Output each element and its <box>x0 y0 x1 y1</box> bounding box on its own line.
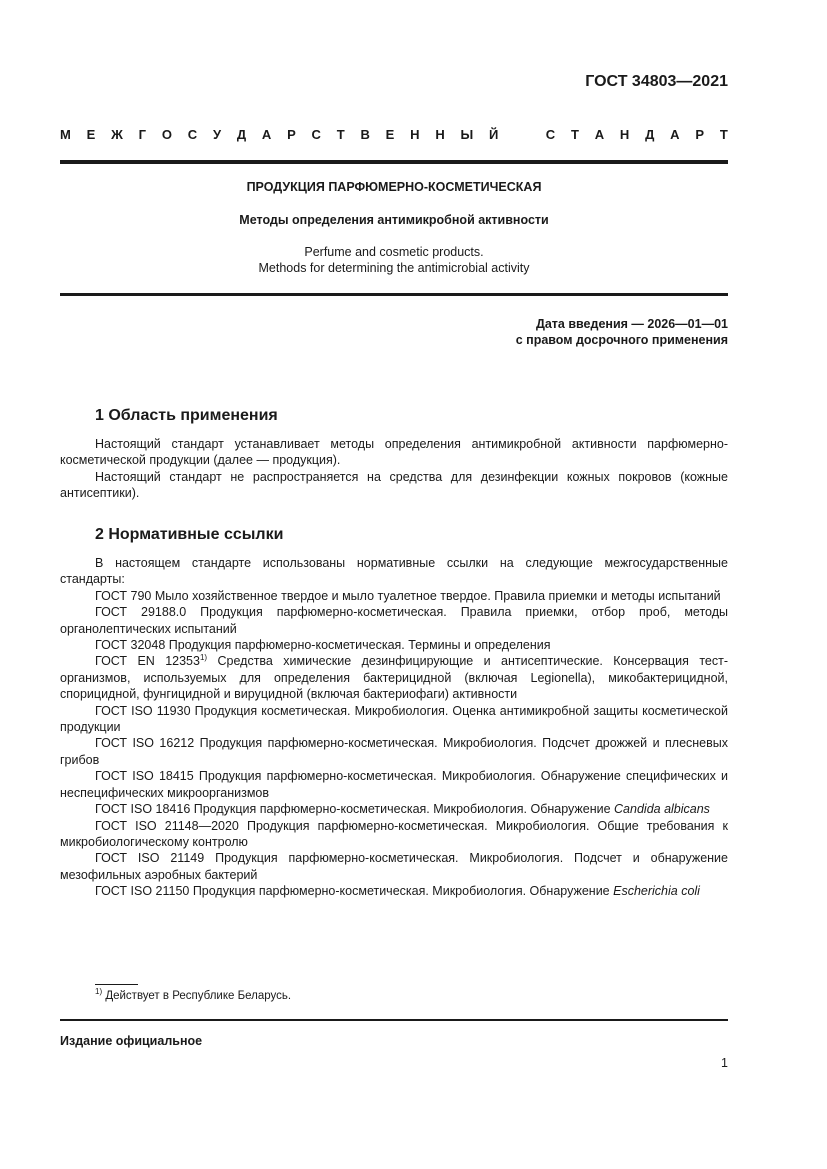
reference-item: ГОСТ 790 Мыло хозяйственное твердое и мыло туалетное твердое. Правила приемки и методы испытаний <box>95 588 721 603</box>
banner-letter: Н <box>410 127 420 142</box>
banner-letter: С <box>545 127 556 142</box>
reference-item: ГОСТ 29188.0 Продукция парфюмерно-косметическая. Правила приемки, отбор проб, методы органолептических испытаний <box>60 605 728 636</box>
banner-letter: С <box>311 127 321 142</box>
banner-letter: В <box>360 127 370 142</box>
banner-letter: А <box>670 127 680 142</box>
paragraph: Настоящий стандарт устанавливает методы определения антимикробной активности парфюмерно-косметической продукции (далее — продукция). <box>60 437 728 468</box>
reference-italic: Candida albicans <box>614 802 710 817</box>
section-heading-scope: 1 Область применения <box>95 407 278 424</box>
reference-item: ГОСТ ISO 11930 Продукция косметическая. Микробиология. Оценка антимикробной защиты косметической продукции <box>60 703 728 735</box>
reference-item: ГОСТ ISO 18415 Продукция парфюмерно-косметическая. Микробиология. Обнаружение специфических и неспецифических микроорганизмов <box>60 769 728 800</box>
reference-item <box>60 883 728 899</box>
title-english <box>60 244 728 276</box>
footnote <box>95 987 292 1002</box>
reference-code: ГОСТ EN 12353 <box>95 654 200 669</box>
reference-item <box>60 653 728 702</box>
reference-item: ГОСТ 32048 Продукция парфюмерно-косметическая. Термины и определения <box>95 638 551 653</box>
banner-letter: Е <box>86 127 96 142</box>
subtitle-russian: Методы определения антимикробной активности <box>239 213 549 227</box>
banner-letter: О <box>161 127 172 142</box>
section-heading-references: 2 Нормативные ссылки <box>95 526 284 543</box>
banner-letter: Д <box>645 127 655 142</box>
reference-text: ГОСТ ISO 21150 Продукция парфюмерно-косметическая. Микробиология. Обнаружение <box>95 884 614 899</box>
banner-letter: А <box>261 127 272 142</box>
paragraph: В настоящем стандарте использованы нормативные ссылки на следующие межгосударственные стандарты: <box>60 556 728 587</box>
bottom-divider <box>60 1019 728 1021</box>
banner-letter: Ж <box>111 127 123 142</box>
banner-letter: А <box>594 127 605 142</box>
reference-item <box>60 801 728 817</box>
reference-text: ГОСТ ISO 18416 Продукция парфюмерно-косметическая. Микробиология. Обнаружение <box>95 802 615 817</box>
footnote-divider <box>95 984 138 985</box>
banner-letter: Н <box>619 127 630 142</box>
banner-letter: Т <box>570 127 579 142</box>
reference-item: ГОСТ ISO 21148—2020 Продукция парфюмерно-косметическая. Микробиология. Общие требования к микробиологическому контролю <box>60 818 728 849</box>
reference-text: Средства химические дезинфицирующие и антисептические. Консервация тест-организмов, используемых для определения бактерицидной (включая Legionella), микобактерицидной, спорицидной, фунгицидной и вируцидной (включая бактериофаги) активности <box>60 654 729 702</box>
edition-label: Издание официальное <box>60 1034 203 1048</box>
title-russian: ПРОДУКЦИЯ ПАРФЮМЕРНО-КОСМЕТИЧЕСКАЯ <box>246 180 542 194</box>
title-divider <box>60 293 728 296</box>
banner-letter: С <box>187 127 198 142</box>
standard-type-banner <box>60 127 728 142</box>
footnote-marker: 1) <box>95 987 103 997</box>
paragraph: Настоящий стандарт не распространяется на средства для дезинфекции кожных покровов (кожные антисептики). <box>60 469 728 501</box>
banner-letter: Р <box>695 127 705 142</box>
banner-letter: У <box>212 127 222 142</box>
footnote-marker: 1) <box>199 653 208 663</box>
footnote-text: Действует в Республике Беларусь. <box>102 990 292 1002</box>
reference-italic: Escherichia coli <box>613 884 700 899</box>
title-english-line: Perfume and cosmetic products. <box>304 245 484 259</box>
banner-letter: Т <box>336 127 345 142</box>
banner-letter: Г <box>138 127 147 142</box>
reference-item: ГОСТ ISO 16212 Продукция парфюмерно-косметическая. Микробиология. Подсчет дрожжей и плесневых грибов <box>60 736 728 767</box>
reference-item: ГОСТ ISO 21149 Продукция парфюмерно-косметическая. Микробиология. Подсчет и обнаружение мезофильных аэробных бактерий <box>60 851 728 882</box>
introduction-date <box>516 316 728 348</box>
document-code: ГОСТ 34803—2021 <box>585 73 728 90</box>
page-number: 1 <box>721 1056 728 1070</box>
banner-letter: Д <box>236 127 247 142</box>
banner-letter: Й <box>489 127 499 142</box>
early-application-line: с правом досрочного применения <box>515 333 728 347</box>
intro-date-line: Дата введения — 2026—01—01 <box>535 317 728 331</box>
section-body-scope <box>60 436 728 502</box>
banner-letter: Т <box>719 127 728 142</box>
banner-letter: Ы <box>460 127 474 142</box>
section-body-references <box>60 555 728 900</box>
banner-letter: Н <box>435 127 445 142</box>
banner-letter: Р <box>287 127 296 142</box>
title-english-line: Methods for determining the antimicrobial activity <box>258 261 530 275</box>
banner-letter: Е <box>385 127 395 142</box>
top-divider <box>60 160 728 164</box>
banner-letter: М <box>60 127 71 142</box>
